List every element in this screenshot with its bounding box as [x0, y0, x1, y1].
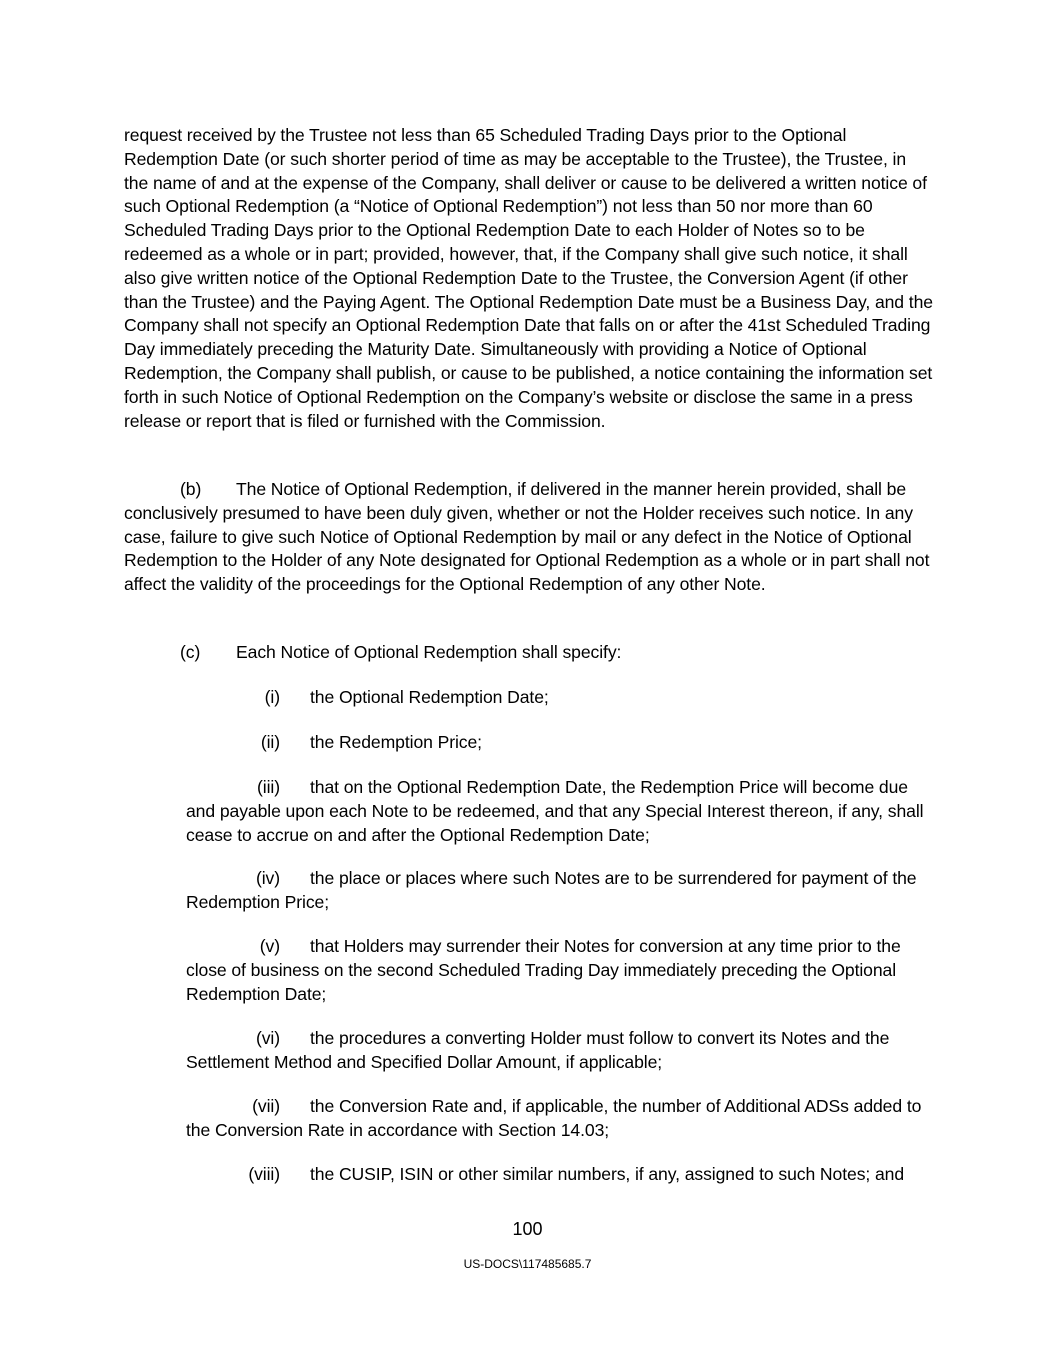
list-item-label: (vi) — [255, 1028, 280, 1048]
list-item-label: (v) — [259, 936, 280, 956]
page-number: 100 — [512, 1219, 543, 1239]
paragraph-b — [124, 478, 934, 597]
list-item — [186, 1163, 931, 1187]
list-item — [186, 731, 931, 755]
list-item — [186, 1027, 931, 1075]
list-item-text: the procedures a converting Holder must follow to convert its Notes and the Settlement Method and Specified Dollar Amount, if applicable; — [186, 1028, 890, 1072]
list-item-text: that on the Optional Redemption Date, the Redemption Price will become due and payable upon each Note to be redeemed, and that any Special Interest thereon, if any, shall cease to accrue on and after the Optional Redemption Date; — [186, 777, 924, 845]
paragraph-c-text: Each Notice of Optional Redemption shall specify: — [236, 642, 622, 662]
list-item-label: (i) — [264, 687, 280, 707]
list-item — [186, 1095, 931, 1143]
list-item-label: (viii) — [248, 1164, 280, 1184]
list-item-text: the Redemption Price; — [310, 732, 482, 752]
list-item-text: the CUSIP, ISIN or other similar numbers, if any, assigned to such Notes; and — [310, 1164, 905, 1184]
document-id: US-DOCS\117485685.7 — [463, 1257, 592, 1271]
list-item-label: (vii) — [252, 1096, 280, 1116]
list-item-label: (iii) — [257, 777, 280, 797]
paragraph-b-text: The Notice of Optional Redemption, if delivered in the manner herein provided, shall be conclusively presumed to have been duly given, whether or not the Holder receives such notice. In any case, failure to give such Notice of Optional Redemption by mail or any defect in the Notice of Optional Redemption to the Holder of any Note designated for Optional Redemption as a whole or in part shall not affect the validity of the proceedings for the Optional Redemption of any other Note. — [124, 479, 930, 595]
list-item — [186, 867, 931, 915]
paragraph-b-label: (b) — [180, 479, 202, 499]
list-item-text: that Holders may surrender their Notes for conversion at any time prior to the close of business on the second Scheduled Trading Day immediately preceding the Optional Redemption Date; — [186, 936, 901, 1004]
paragraph-a-continued: request received by the Trustee not less than 65 Scheduled Trading Days prior to the Optional Redemption Date (or such shorter period of time as may be acceptable to the Trustee), the Trustee, in the name of and at the expense of the Company, shall deliver or cause to be delivered a written notice of such Optional Redemption (a “Notice of Optional Redemption”) not less than 50 nor more than 60 Scheduled Trading Days prior to the Optional Redemption Date to each Holder of Notes so to be redeemed as a whole or in part; provided, however, that, if the Company shall give such notice, it shall also give written notice of the Optional Redemption Date to the Trustee, the Conversion Agent (if other than the Trustee) and the Paying Agent. The Optional Redemption Date must be a Business Day, and the Company shall not specify an Optional Redemption Date that falls on or after the 41st Scheduled Trading Day immediately preceding the Maturity Date. Simultaneously with providing a Notice of Optional Redemption, the Company shall publish, or cause to be published, a notice containing the information set forth in such Notice of Optional Redemption on the Company’s website or disclose the same in a press release or report that is filed or furnished with the Commission. — [124, 125, 933, 431]
list-item-label: (ii) — [260, 732, 280, 752]
paragraph-c-label: (c) — [180, 642, 201, 662]
list-item — [186, 776, 931, 847]
list-item — [186, 935, 931, 1006]
paragraph-c — [124, 641, 934, 665]
list-item — [186, 686, 931, 710]
list-item-text: the Optional Redemption Date; — [310, 687, 549, 707]
list-item-label: (iv) — [255, 868, 280, 888]
list-item-text: the Conversion Rate and, if applicable, the number of Additional ADSs added to the Conversion Rate in accordance with Section 14.03; — [186, 1096, 922, 1140]
list-item-text: the place or places where such Notes are to be surrendered for payment of the Redemption Price; — [186, 868, 917, 912]
